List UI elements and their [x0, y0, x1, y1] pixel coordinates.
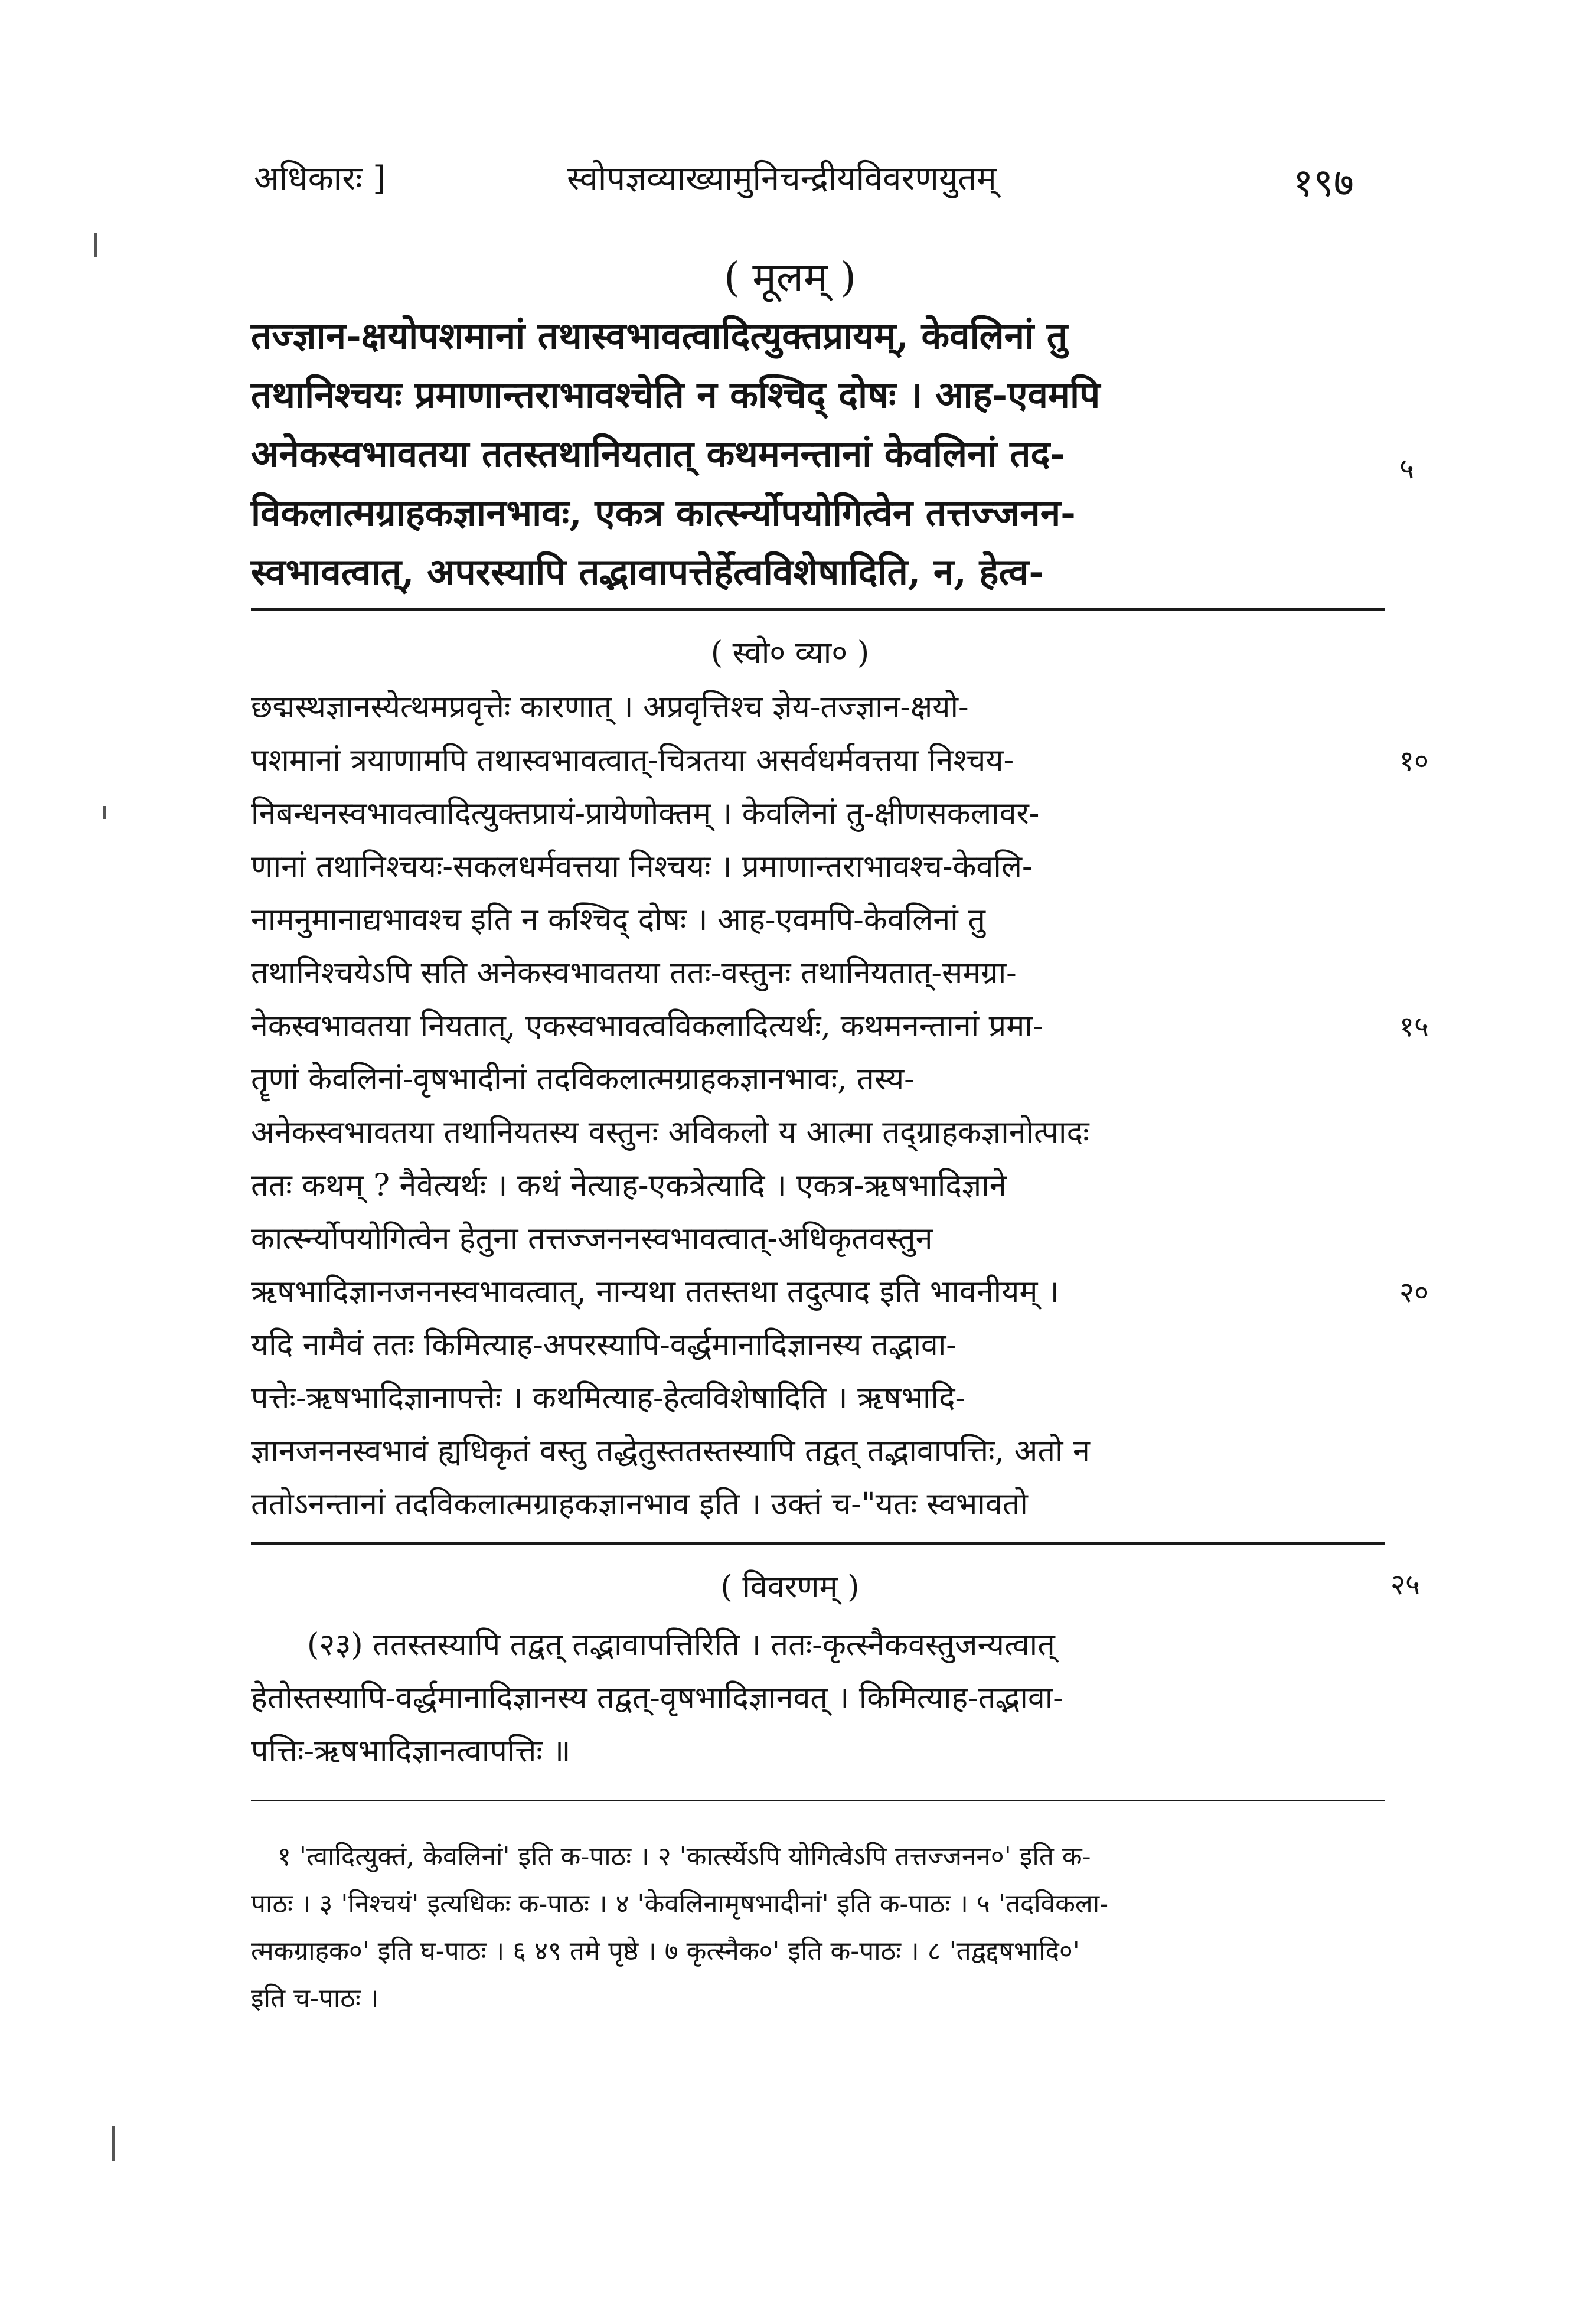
moolam-line: विकलात्मग्राहकज्ञानभावः, एकत्र कार्त्स्न्योपयोगित्वेन तत्तज्जनन-	[251, 491, 1076, 534]
line-number: २०	[1399, 1276, 1429, 1309]
commentary-line: णानां तथानिश्चयः-सकलधर्मवत्तया निश्चयः । प्रमाणान्तराभावश्च-केवलि-	[251, 849, 1033, 884]
commentary-line: पत्तेः-ऋषभादिज्ञानापत्तेः । कथमित्याह-हेत्वविशेषादिति । ऋषभादि-	[251, 1380, 966, 1416]
commentary-line: नेकस्वभावतया नियतात्, एकस्वभावत्वविकलादित्यर्थः, कथमनन्तानां प्रमा-	[251, 1008, 1043, 1044]
commentary-line: तथानिश्चयेऽपि सति अनेकस्वभावतया ततः-वस्तुनः तथानियतात्-समग्रा-	[251, 955, 1017, 991]
moolam-line: तथानिश्चयः प्रमाणान्तराभावश्चेति न कश्चिद् दोषः । आह-एवमपि	[251, 373, 1101, 416]
chapter-label: अधिकारः ]	[254, 159, 386, 198]
moolam-line: तज्ज्ञान-क्षयोपशमानां तथास्वभावत्वादित्युक्तप्रायम्, केवलिनां तु	[251, 314, 1068, 357]
scan-speck	[112, 2126, 115, 2161]
page-number: १९७	[1293, 160, 1354, 205]
commentary-line: अनेकस्वभावतया तथानियतस्य वस्तुनः अविकलो य आत्मा तद्ग्राहकज्ञानोत्पादः	[251, 1115, 1089, 1150]
running-title: स्वोपज्ञव्याख्यामुनिचन्द्रीयविवरणयुतम्	[567, 159, 997, 198]
commentary-line: ततः कथम् ? नैवेत्यर्थः । कथं नेत्याह-एकत्रेत्यादि । एकत्र-ऋषभादिज्ञाने	[251, 1168, 1007, 1203]
commentary-line: निबन्धनस्वभावत्वादित्युक्तप्रायं-प्रायेणोक्तम् । केवलिनां तु-क्षीणसकलावर-	[251, 796, 1040, 831]
commentary-line: ज्ञानजननस्वभावं ह्यधिकृतं वस्तु तद्धेतुस्ततस्तस्यापि तद्वत् तद्भावापत्तिः, अतो न	[251, 1434, 1090, 1469]
commentary-line: पशमानां त्रयाणामपि तथास्वभावत्वात्-चित्रतया असर्वधर्मवत्तया निश्चय-	[251, 743, 1014, 778]
commentary-line: कार्त्स्न्योपयोगित्वेन हेतुना तत्तज्जननस्वभावत्वात्-अधिकृतवस्तुन	[251, 1221, 933, 1256]
moolam-line: स्वभावत्वात्, अपरस्यापि तद्भावापत्तेर्हेत्वविशेषादिति, न, हेत्व-	[251, 550, 1044, 593]
section-divider	[251, 1542, 1385, 1545]
moolam-line: अनेकस्वभावतया ततस्तथानियतात् कथमनन्तानां केवलिनां तद-	[251, 432, 1066, 475]
line-number: २५	[1390, 1568, 1420, 1601]
vivaranam-line: पत्तिः-ऋषभादिज्ञानत्वापत्तिः ॥	[251, 1734, 571, 1769]
line-number: १५	[1399, 1010, 1429, 1043]
commentary-line: ऋषभादिज्ञानजननस्वभावत्वात्, नान्यथा ततस्तथा तदुत्पाद इति भावनीयम् ।	[251, 1274, 1059, 1310]
footnote-line: इति च-पाठः ।	[251, 1983, 379, 2013]
footnote-divider	[251, 1800, 1385, 1801]
vivaranam-line: हेतोस्तस्यापि-वर्द्धमानादिज्ञानस्य तद्वत्-वृषभादिज्ञानवत् । किमित्याह-तद्भावा-	[251, 1680, 1063, 1716]
commentary-title: ( स्वो० व्या० )	[710, 635, 870, 671]
commentary-line: ततोऽनन्तानां तदविकलात्मग्राहकज्ञानभाव इति । उक्तं च-"यतः स्वभावतो	[251, 1487, 1028, 1522]
footnote-line: त्मकग्राहक०' इति घ-पाठः । ६ ४९ तमे पृष्ठे । ७ कृत्स्नैक०' इति क-पाठः । ८ 'तद्वद्दषभादि०'	[251, 1936, 1080, 1966]
commentary-line: नामनुमानाद्यभावश्च इति न कश्चिद् दोषः । आह-एवमपि-केवलिनां तु	[251, 902, 985, 938]
line-number: ५	[1399, 452, 1414, 485]
section-divider	[251, 608, 1385, 611]
scan-speck	[103, 806, 106, 819]
commentary-line: यदि नामैवं ततः किमित्याह-अपरस्यापि-वर्द्धमानादिज्ञानस्य तद्भावा-	[251, 1327, 957, 1363]
footnote-line: पाठः । ३ 'निश्चयं' इत्यधिकः क-पाठः । ४ 'केवलिनामृषभादीनां' इति क-पाठः । ५ 'तदविकला-	[251, 1889, 1109, 1919]
commentary-line: छद्मस्थज्ञानस्येत्थमप्रवृत्तेः कारणात् । अप्रवृत्तिश्च ज्ञेय-तज्ज्ञान-क्षयो-	[251, 690, 969, 725]
moolam-title: ( मूलम् )	[724, 254, 856, 301]
scan-speck	[94, 233, 97, 257]
line-number: १०	[1399, 745, 1429, 778]
vivaranam-line: (२३) ततस्तस्यापि तद्वत् तद्भावापत्तिरिति । ततः-कृत्स्नैकवस्तुजन्यत्वात्	[307, 1627, 1055, 1663]
footnote-line: १ 'त्वादित्युक्तं, केवलिनां' इति क-पाठः । २ 'कार्त्स्येऽपि योगित्वेऽपि तत्तज्जनन०' इति क-	[278, 1842, 1091, 1872]
vivaranam-title: ( विवरणम् )	[720, 1569, 860, 1605]
commentary-line: तॄणां केवलिनां-वृषभादीनां तदविकलात्मग्राहकज्ञानभावः, तस्य-	[251, 1062, 915, 1097]
